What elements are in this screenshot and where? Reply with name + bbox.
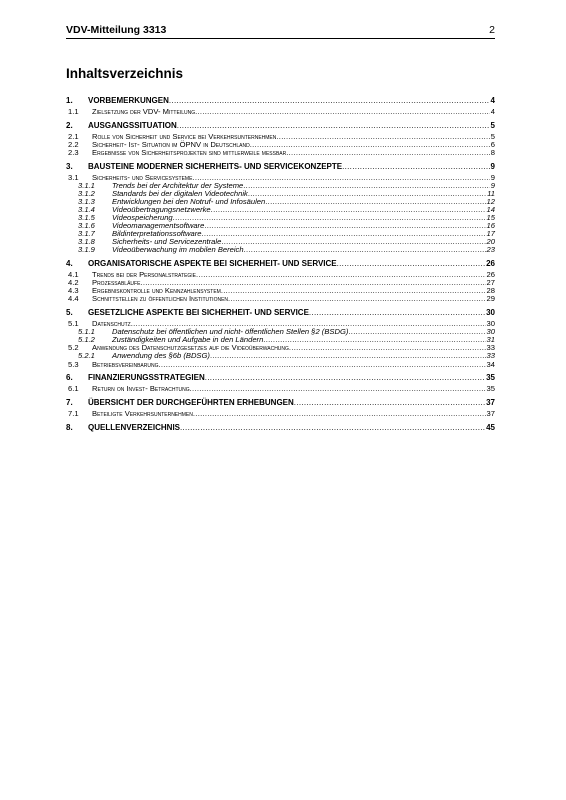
toc-leader-dots [348, 328, 485, 336]
toc-entry-number: 2.2 [68, 139, 79, 149]
toc-entry-page: 33 [486, 343, 495, 353]
toc-entry-title: Anwendung des §6b (BDSG) [112, 351, 210, 361]
toc-entry-number: 6. [66, 373, 73, 383]
toc-entry-number: 5. [66, 308, 73, 318]
toc-leader-dots [210, 352, 486, 360]
toc-entry-number: 6.1 [68, 384, 79, 394]
header-title: VDV-Mitteilung 3313 [66, 24, 167, 36]
toc-leader-dots [180, 423, 485, 433]
toc-entry-number: 5.2 [68, 343, 79, 353]
toc-entry-number: 7.1 [68, 408, 79, 418]
toc-entry-number: 4.2 [68, 278, 79, 288]
toc-entry-page: 26 [486, 259, 495, 269]
toc-entry-number: 4.1 [68, 270, 79, 280]
toc-entry-number: 4. [66, 259, 73, 269]
toc-entry-title: Schnittstellen zu öffentlichen Institutionen [92, 294, 229, 304]
toc-entry-page: 30 [486, 308, 495, 318]
toc-leader-dots [169, 96, 490, 106]
toc-leader-dots [193, 410, 486, 418]
toc-entry-level-2[interactable] [66, 410, 495, 418]
toc-leader-dots [190, 385, 486, 393]
toc-entry-number: 3.1.4 [78, 204, 95, 214]
toc-entry-level-2[interactable] [66, 149, 495, 157]
toc-entry-page: 28 [486, 286, 495, 296]
toc-entry-number: 3.1.3 [78, 196, 95, 206]
toc-entry-number: 8. [66, 422, 73, 432]
toc-entry-title: Anwendung des Datenschutzgesetzes auf die Videoüberwachung [92, 343, 289, 353]
toc-entry-title: Zuständigkeiten und Aufgabe in den Ländern [112, 335, 264, 345]
toc-leader-dots [294, 398, 485, 408]
toc-entry-title: Videospeicherung [112, 213, 173, 223]
toc-entry-number: 5.1.2 [78, 335, 95, 345]
toc-entry-title: Videoübertragungsnetzwerke [112, 204, 211, 214]
toc-entry-page: 4 [490, 107, 495, 116]
toc-entry-page: 37 [486, 408, 495, 418]
toc-entry-number: 3.1.5 [78, 213, 95, 223]
toc-entry-title: Datenschutz bei öffentlichen und nicht- öffentlichen Stellen §2 (BSDG) [112, 327, 349, 337]
toc-leader-dots [265, 198, 485, 206]
toc-leader-dots [196, 271, 486, 279]
toc-entry-page: 20 [486, 237, 495, 247]
toc-entry-level-1[interactable] [66, 373, 495, 383]
toc-entry-number: 2.1 [68, 131, 79, 141]
toc-entry-page: 17 [486, 229, 495, 239]
toc-entry-number: 3.1.1 [78, 180, 95, 190]
toc-entry-title: Prozessabläufe [92, 278, 141, 288]
toc-entry-number: 3.1.9 [78, 245, 95, 255]
toc-entry-page: 23 [486, 245, 495, 255]
toc-entry-number: 4.3 [68, 286, 79, 296]
toc-entry-number: 3.1.2 [78, 188, 95, 198]
toc-entry-page: 8 [490, 147, 495, 157]
toc-entry-page: 11 [487, 188, 495, 198]
toc-entry-title: Sicherheits- und Servicezentrale [112, 237, 222, 247]
toc-leader-dots [195, 108, 490, 116]
toc-entry-page: 9 [490, 180, 495, 190]
toc-entry-level-2[interactable] [66, 108, 495, 116]
toc-entry-number: 3.1.6 [78, 221, 95, 231]
header-page-number: 2 [489, 24, 495, 36]
toc-entry-title: BAUSTEINE MODERNER SICHERHEITS- UND SERVICEKONZEPTE [88, 161, 343, 171]
toc-entry-title: Sicherheit- Ist- Situation im ÖPNV in Deutschland [92, 139, 250, 149]
toc-entry-level-1[interactable] [66, 96, 495, 106]
toc-entry-page: 9 [490, 172, 495, 182]
toc-entry-page: 35 [486, 373, 495, 383]
toc-leader-dots [173, 214, 486, 222]
toc-entry-level-2[interactable] [66, 385, 495, 393]
toc-entry-page: 45 [486, 422, 495, 432]
toc-entry-title: Rolle von Sicherheit und Service bei Verkehrsunternehmen [92, 131, 277, 141]
toc-leader-dots [286, 149, 490, 157]
toc-entry-title: Datenschutz [92, 319, 131, 329]
toc-entry-page: 34 [486, 359, 495, 369]
toc-leader-dots [309, 308, 485, 318]
toc-entry-level-1[interactable] [66, 162, 495, 172]
toc-entry-level-1[interactable] [66, 121, 495, 131]
toc-leader-dots [244, 246, 486, 254]
toc-entry-page: 15 [486, 213, 495, 223]
toc-entry-page: 9 [490, 161, 495, 171]
toc-leader-dots [243, 182, 490, 190]
toc-entry-title: QUELLENVERZEICHNIS [88, 422, 181, 432]
toc-entry-number: 1.1 [68, 107, 79, 116]
toc-entry-number: 2.3 [68, 147, 79, 157]
toc-entry-title: Sicherheits- und Servicesysteme [92, 172, 193, 182]
toc-entry-title: Entwicklungen bei den Notruf- und Infosäulen [112, 196, 266, 206]
toc-leader-dots [221, 287, 486, 295]
toc-entry-page: 37 [486, 397, 495, 407]
toc-leader-dots [211, 206, 486, 214]
toc-entry-title: Standards bei der digitalen Videotechnik [112, 188, 248, 198]
toc-entry-number: 3.1.7 [78, 229, 95, 239]
toc-entry-title: GESETZLICHE ASPEKTE BEI SICHERHEIT- UND SERVICE [88, 308, 309, 318]
toc-entry-level-1[interactable] [66, 398, 495, 408]
toc-entry-page: 30 [486, 319, 495, 329]
toc-entry-level-2[interactable] [66, 295, 495, 303]
toc-entry-level-3[interactable] [66, 246, 495, 254]
toc-leader-dots [342, 162, 489, 172]
toc-entry-page: 29 [486, 294, 495, 304]
toc-entry-title: Ergebniskontrolle und Kennzahlensystem [92, 286, 221, 296]
toc-leader-dots [248, 190, 486, 198]
toc-entry-title: Ergebnisse von Sicherheitsprojekten sind mittlerweile messbar [92, 147, 287, 157]
toc-entry-page: 4 [490, 96, 495, 105]
toc-entry-page: 26 [486, 270, 495, 280]
toc-entry-page: 27 [486, 278, 495, 288]
toc-entry-title: Zielsetzung der VDV- Mitteilung [92, 107, 196, 116]
toc-leader-dots [289, 344, 486, 352]
toc-leader-dots [337, 259, 485, 269]
toc-entry-level-1[interactable] [66, 259, 495, 269]
toc-entry-title: Beteiligte Verkehrsunternehmen [92, 408, 193, 418]
toc-entry-title: Videomanagementsoftware [112, 221, 205, 231]
toc-leader-dots [221, 238, 485, 246]
toc-entry-title: ÜBERSICHT DER DURCHGEFÜHRTEN ERHEBUNGEN [88, 397, 294, 407]
toc-entry-title: FINANZIERUNGSSTRATEGIEN [88, 373, 205, 383]
toc-entry-title: Bildinterpretationssoftware [112, 229, 202, 239]
toc-leader-dots [228, 295, 486, 303]
toc-entry-number: 4.4 [68, 294, 79, 304]
toc-entry-title: Trends bei der Architektur der Systeme [112, 180, 244, 190]
toc-entry-title: ORGANISATORISCHE ASPEKTE BEI SICHERHEIT- UND SERVICE [88, 259, 337, 269]
toc-leader-dots [158, 361, 485, 369]
toc-entry-page: 12 [486, 196, 495, 206]
toc-entry-number: 5.1.1 [78, 327, 95, 337]
toc-entry-level-1[interactable] [66, 423, 495, 433]
toc-entry-page: 35 [486, 384, 495, 394]
toc-entry-title: VORBEMERKUNGEN [88, 96, 169, 105]
toc-heading: Inhaltsverzeichnis [66, 66, 184, 81]
toc-entry-title: Return on Invest- Betrachtung [92, 384, 190, 394]
toc-entry-title: AUSGANGSSITUATION [88, 120, 177, 130]
toc-leader-dots [201, 230, 485, 238]
toc-leader-dots [276, 133, 489, 141]
toc-leader-dots [263, 336, 485, 344]
toc-entry-number: 1. [66, 96, 73, 105]
toc-entry-page: 30 [486, 327, 495, 337]
toc-leader-dots [177, 121, 490, 131]
toc-entry-level-2[interactable] [66, 361, 495, 369]
toc-entry-number: 5.2.1 [78, 351, 95, 361]
toc-entry-page: 6 [490, 139, 495, 149]
toc-entry-number: 2. [66, 120, 73, 130]
toc-entry-title: Trends bei der Personalstrategie [92, 270, 197, 280]
table-of-contents [66, 96, 495, 435]
toc-entry-page: 5 [490, 131, 495, 141]
toc-entry-number: 3. [66, 161, 73, 171]
page-header [66, 24, 495, 39]
toc-entry-level-1[interactable] [66, 308, 495, 318]
toc-entry-number: 5.3 [68, 359, 79, 369]
toc-entry-number: 5.1 [68, 319, 79, 329]
toc-leader-dots [204, 222, 485, 230]
toc-entry-title: Betriebsvereinbarung [92, 359, 159, 369]
toc-entry-page: 33 [486, 351, 495, 361]
toc-entry-number: 3.1 [68, 172, 79, 182]
toc-entry-number: 3.1.8 [78, 237, 95, 247]
toc-entry-number: 7. [66, 397, 73, 407]
toc-entry-page: 5 [490, 120, 495, 130]
toc-entry-page: 16 [486, 221, 495, 231]
toc-entry-title: Videoüberwachung im mobilen Bereich [112, 245, 244, 255]
toc-entry-page: 31 [486, 335, 495, 345]
toc-leader-dots [205, 373, 485, 383]
toc-entry-page: 14 [486, 204, 495, 214]
